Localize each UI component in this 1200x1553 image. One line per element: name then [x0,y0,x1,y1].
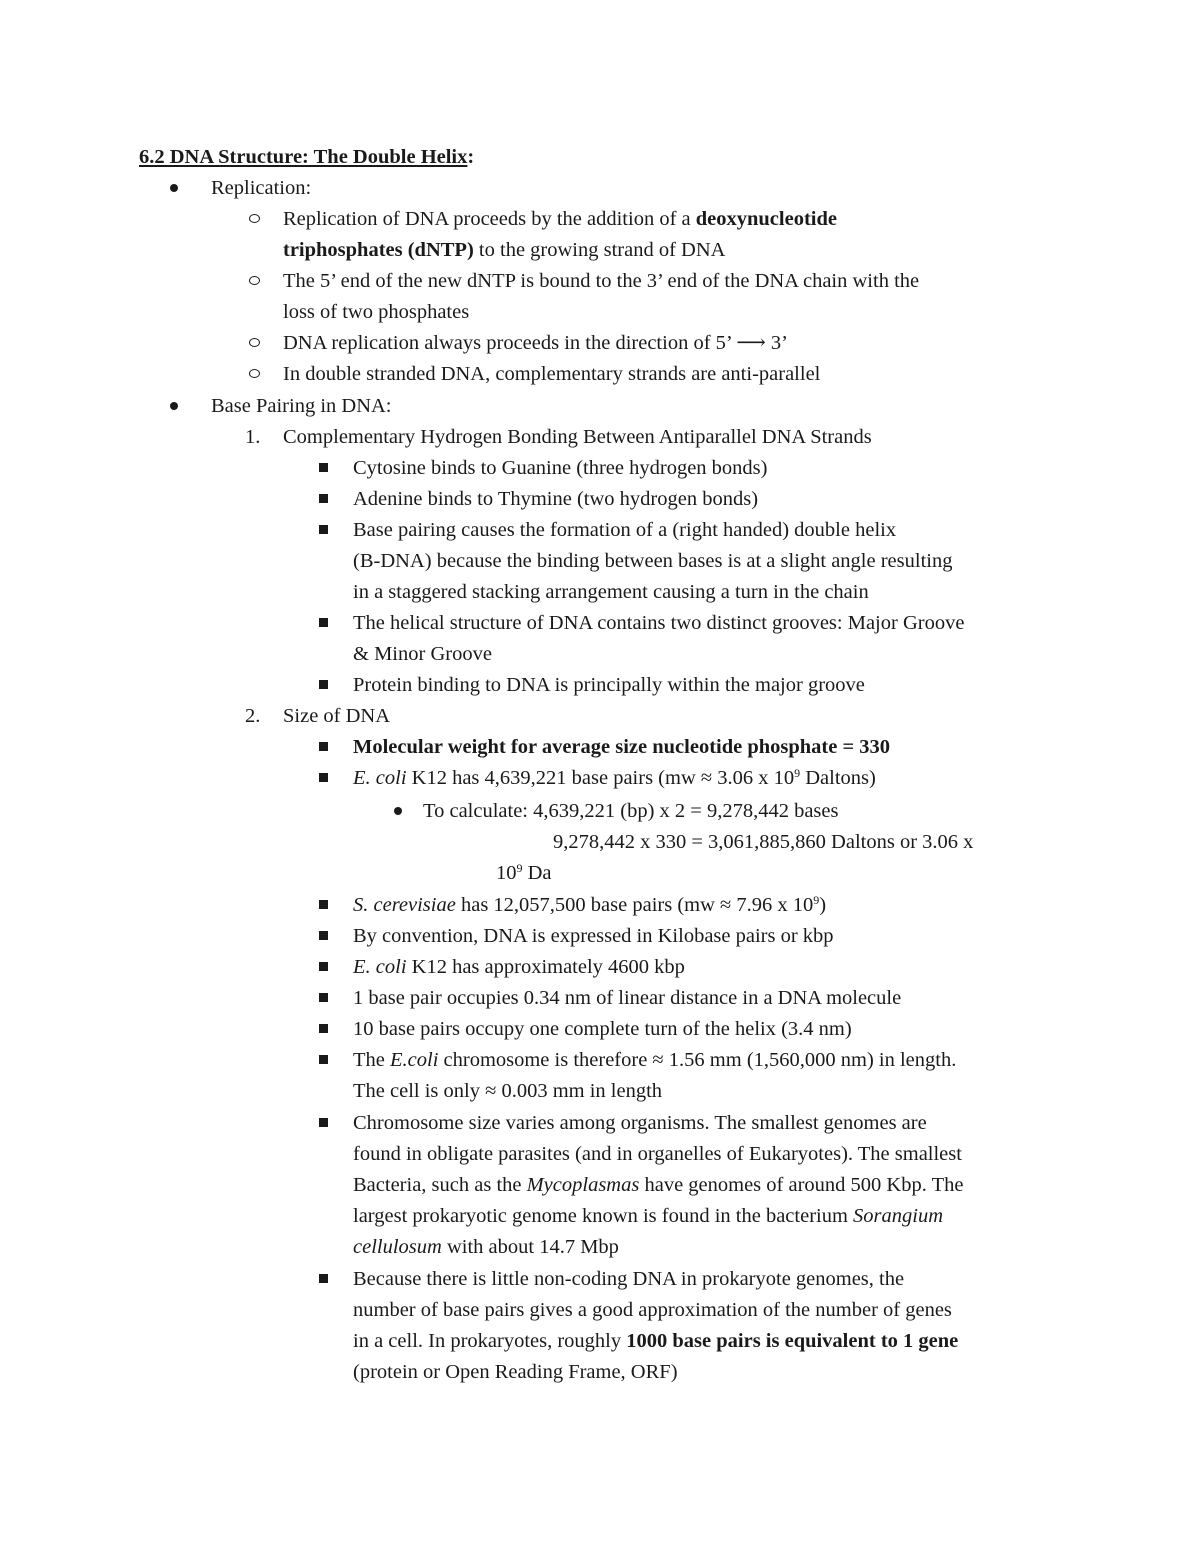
genome-text-4: with about 14.7 Mbp [441,1236,619,1258]
size-chromosome-line-2: The cell is only ≈ 0.003 mm in length [353,1080,663,1102]
bullet-square-icon [319,1274,328,1283]
size-helix-turn: 10 base pairs occupy one complete turn of the helix (3.4 nm) [353,1018,852,1040]
bullet-square-icon [319,463,328,472]
section-heading-title: 6.2 DNA Structure: The Double Helix [139,146,468,168]
bullet-dot-icon [170,184,178,192]
bullet-square-icon [319,993,328,1002]
noncoding-bold: 1000 base pairs is equivalent to 1 gene [626,1330,959,1352]
replication-item-4: In double stranded DNA, complementary strands are anti-parallel [283,363,821,385]
base-pairing-sub-2: Adenine binds to Thymine (two hydrogen bonds) [353,488,759,510]
replication-item-1-text: Replication of DNA proceeds by the addition of a [283,208,696,230]
base-pairing-sub-1: Cytosine binds to Guanine (three hydrogen bonds) [353,457,768,479]
replication-label: Replication: [211,177,312,199]
bullet-square-icon [319,742,328,751]
calc-exponent: 9 [516,861,523,875]
bullet-square-icon [319,618,328,627]
size-chromosome-line-1 [353,1048,956,1072]
ecoli-text-end: Daltons) [800,767,876,789]
sorangium-name: Sorangium [853,1205,944,1227]
base-pairing-sub-4-line-2: & Minor Groove [353,643,492,665]
chrom-name: E.coli [390,1049,439,1071]
chrom-text-1: The [353,1049,390,1071]
calc-line-2: 9,278,442 x 330 = 3,061,885,860 Daltons or 3.06 x [553,831,974,853]
bullet-dot-icon [394,807,402,815]
replication-item-1-text-2: to the growing strand of DNA [473,239,726,261]
calc-line-3 [496,861,552,885]
genome-text-3: largest prokaryotic genome known is found in the bacterium [353,1205,854,1227]
size-noncoding-line-3 [353,1329,958,1353]
ecoli-kbp-text: K12 has approximately 4600 kbp [406,956,685,978]
ecoli-text: K12 has 4,639,221 base pairs (mw ≈ 3.06 x 10 [406,767,795,789]
size-genome-line-5 [353,1235,619,1259]
ecoli-name: E. coli [353,767,407,789]
size-genome-line-3 [353,1173,963,1197]
size-genome-line-4 [353,1204,943,1228]
scer-text-end: ) [819,894,827,916]
base-pairing-sub-5: Protein binding to DNA is principally within the major groove [353,674,865,696]
ecoli-name-2: E. coli [353,956,407,978]
bullet-square-icon [319,900,328,909]
bullet-square-icon [319,1024,328,1033]
replication-item-2-line-1: The 5’ end of the new dNTP is bound to the 3’ end of the DNA chain with the [283,270,920,292]
bullet-square-icon [319,962,328,971]
bullet-square-icon [319,931,328,940]
calc-unit: Da [522,862,552,884]
size-ecoli-bp [353,766,876,790]
chrom-text-2: chromosome is therefore ≈ 1.56 mm (1,560,000 nm) in length. [438,1049,957,1071]
size-genome-line-2: found in obligate parasites (and in organelles of Eukaryotes). The smallest [353,1143,962,1165]
replication-item-2-line-2: loss of two phosphates [283,301,470,323]
size-genome-line-1: Chromosome size varies among organisms. The smallest genomes are [353,1112,927,1134]
genome-text-1: Bacteria, such as the [353,1174,527,1196]
bullet-ring-icon [249,214,260,223]
section-heading [139,145,474,169]
noncoding-text: in a cell. In prokaryotes, roughly [353,1330,627,1352]
replication-item-1-line-2 [283,238,725,262]
bullet-ring-icon [249,338,260,347]
size-noncoding-line-2: number of base pairs gives a good approximation of the number of genes [353,1299,952,1321]
base-pairing-sub-3-line-2: (B-DNA) because the binding between bases is at a slight angle resulting [353,550,953,572]
size-kbp-convention: By convention, DNA is expressed in Kilobase pairs or kbp [353,925,834,947]
scer-name: S. cerevisiae [353,894,456,916]
replication-item-1-bold: deoxynucleotide [695,208,837,230]
replication-item-1-line-1 [283,207,837,231]
cellulosum-name: cellulosum [353,1236,442,1258]
bullet-dot-icon [170,402,178,410]
bullet-square-icon [319,1118,328,1127]
base-pairing-sub-4-line-1: The helical structure of DNA contains two distinct grooves: Major Groove [353,612,965,634]
size-scerevisiae [353,893,826,917]
base-pairing-sub-3-line-3: in a staggered stacking arrangement causing a turn in the chain [353,581,869,603]
bullet-square-icon [319,773,328,782]
scer-text: has 12,057,500 base pairs (mw ≈ 7.96 x 10 [455,894,814,916]
size-heading: Size of DNA [283,705,391,727]
bullet-square-icon [319,494,328,503]
ecoli-exponent: 9 [794,766,801,780]
size-noncoding-line-4: (protein or Open Reading Frame, ORF) [353,1361,678,1383]
replication-item-1-bold-2: triphosphates (dNTP) [283,239,474,261]
calc-ten: 10 [496,862,517,884]
list-number-2: 2. [245,705,261,727]
bullet-square-icon [319,1055,328,1064]
bullet-ring-icon [249,276,260,285]
size-molecular-weight: Molecular weight for average size nucleotide phosphate = 330 [353,736,891,758]
section-heading-colon: : [467,146,475,168]
size-ecoli-kbp [353,955,685,979]
bullet-square-icon [319,525,328,534]
base-pairing-label: Base Pairing in DNA: [211,395,392,417]
scer-exponent: 9 [813,893,820,907]
mycoplasmas-name: Mycoplasmas [526,1174,640,1196]
base-pairing-sub-3-line-1: Base pairing causes the formation of a (right handed) double helix [353,519,897,541]
size-bp-distance: 1 base pair occupies 0.34 nm of linear distance in a DNA molecule [353,987,902,1009]
base-pairing-heading-1: Complementary Hydrogen Bonding Between Antiparallel DNA Strands [283,426,872,448]
replication-item-3: DNA replication always proceeds in the direction of 5’ ⟶ 3’ [283,332,788,354]
bullet-ring-icon [249,369,260,378]
size-noncoding-line-1: Because there is little non-coding DNA in prokaryote genomes, the [353,1268,905,1290]
list-number-1: 1. [245,426,261,448]
calc-line-1: To calculate: 4,639,221 (bp) x 2 = 9,278,442 bases [423,800,839,822]
genome-text-2: have genomes of around 500 Kbp. The [639,1174,964,1196]
bullet-square-icon [319,680,328,689]
